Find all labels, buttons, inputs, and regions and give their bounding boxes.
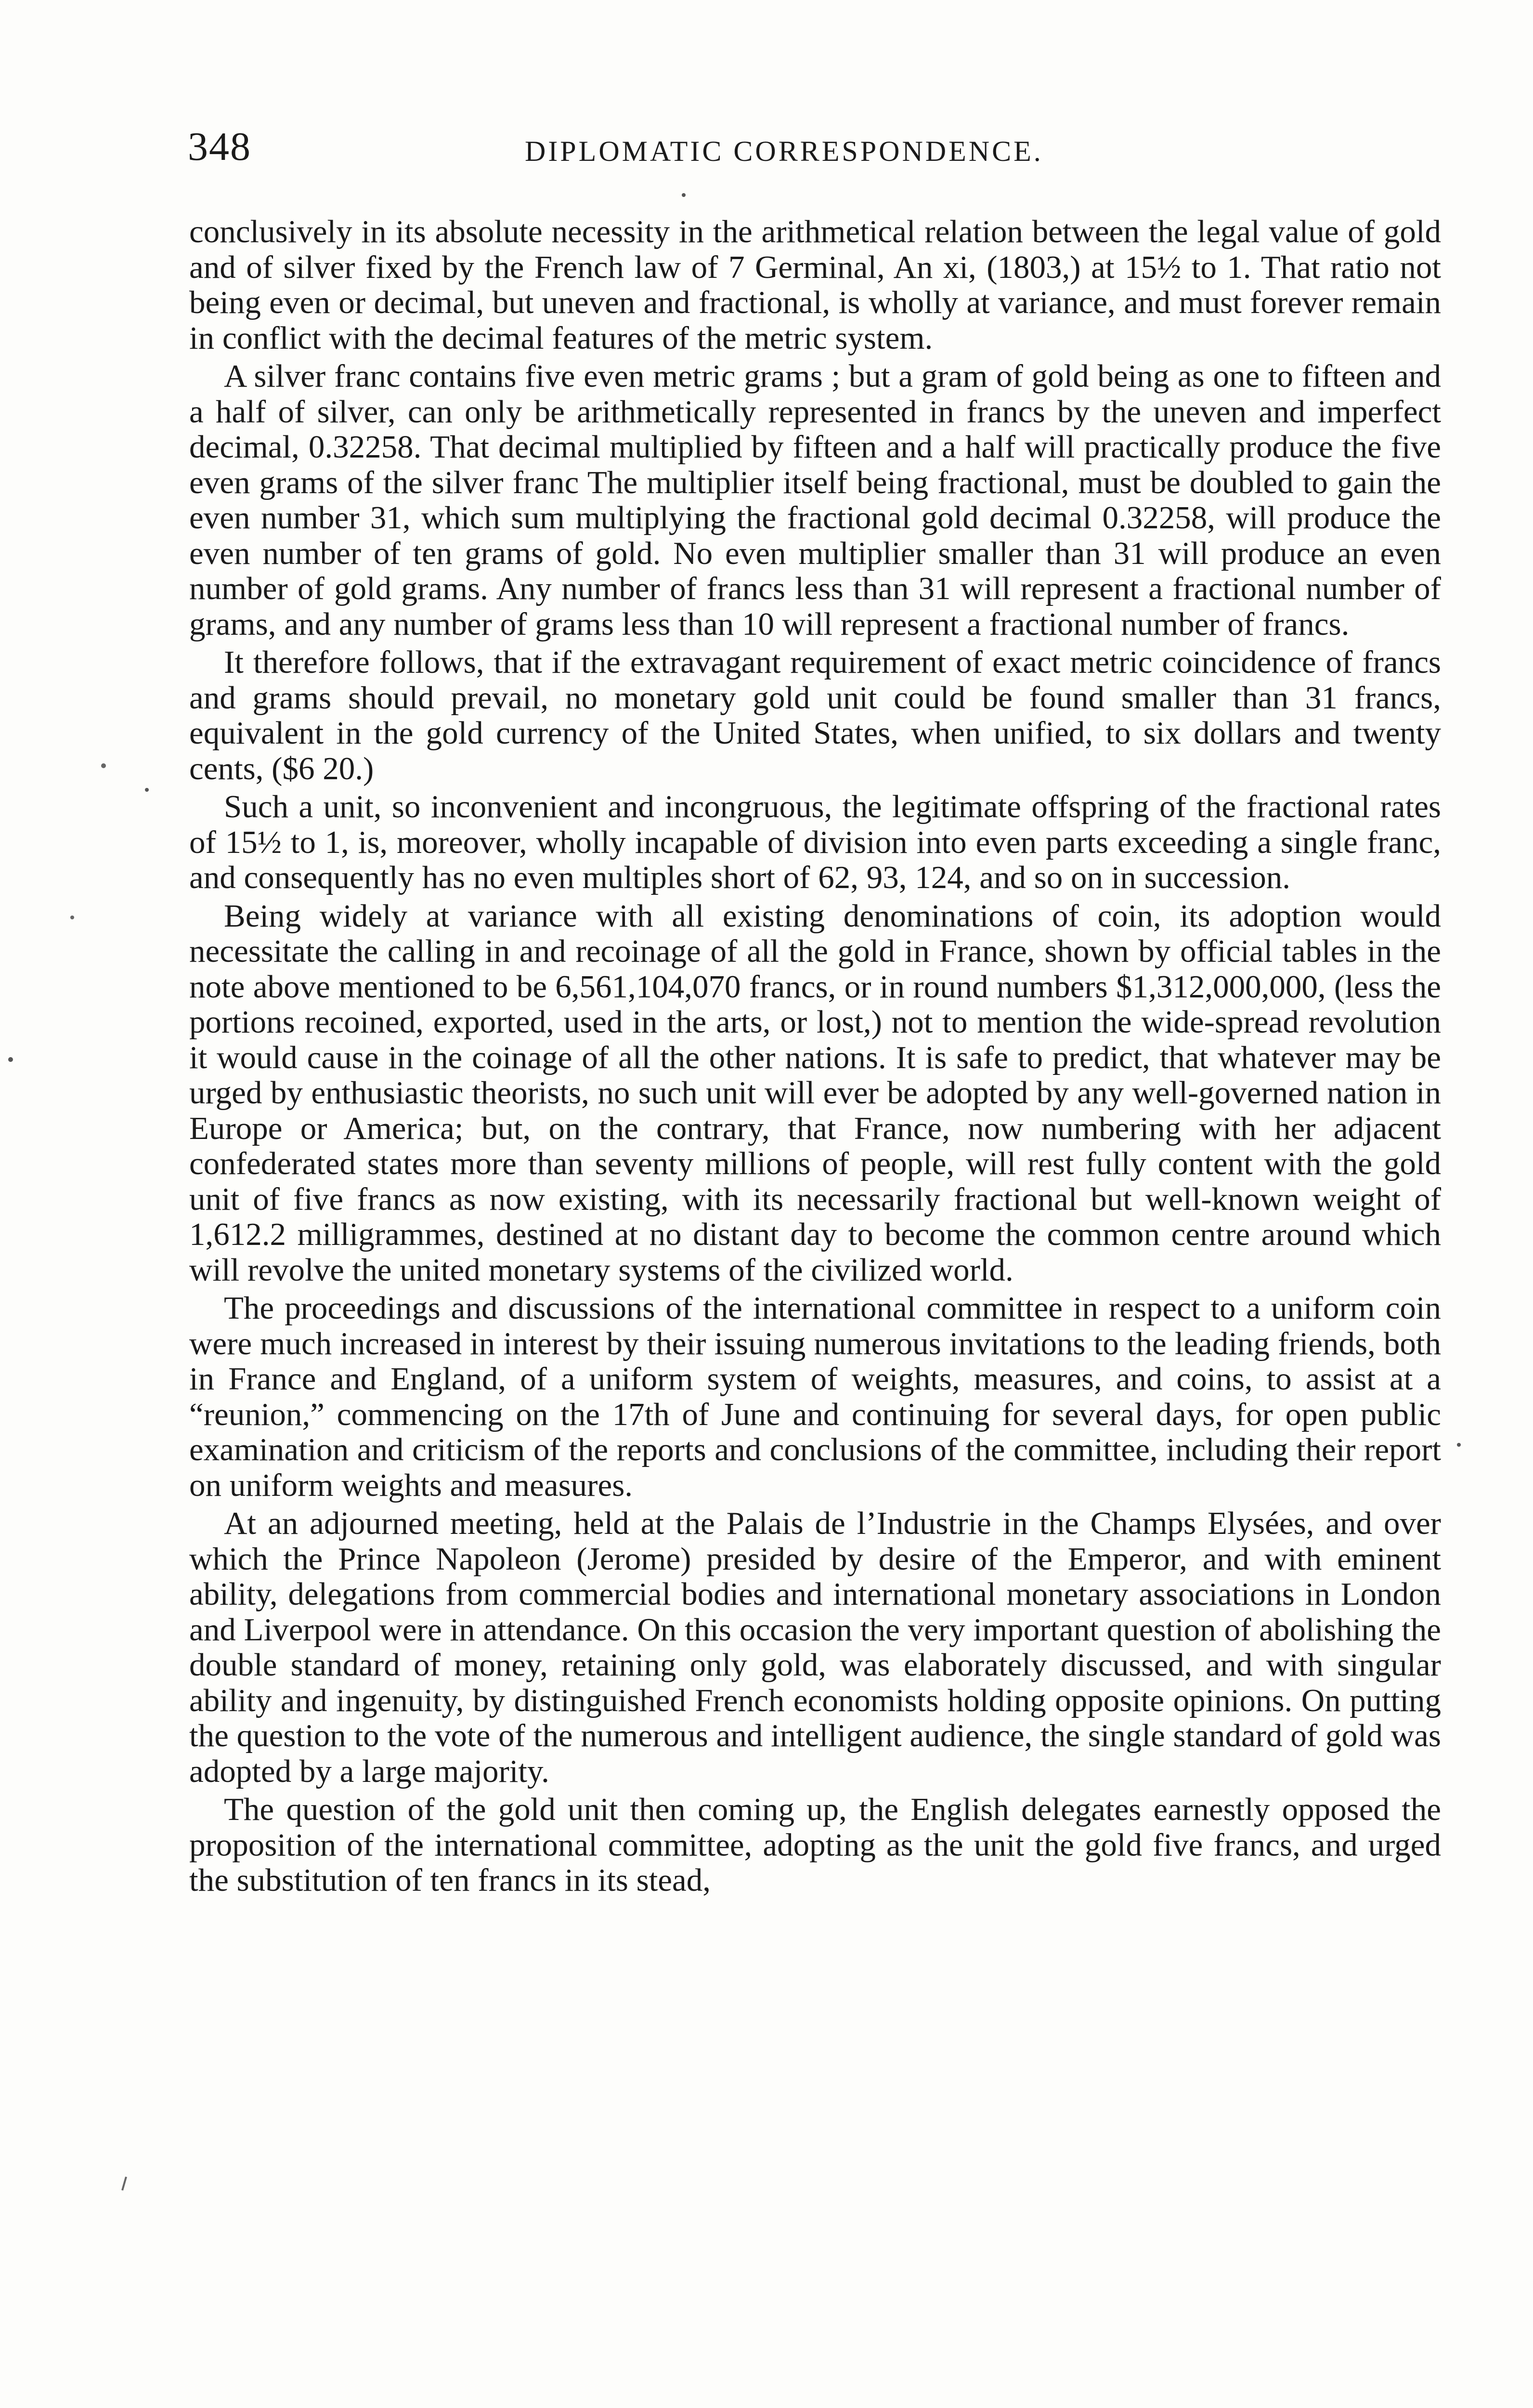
page-number: 348	[188, 124, 251, 169]
paragraph-5: Being widely at variance with all existing denominations of coin, its adoption would necessitate the calling in and recoinage of all the gold in France, shown by official tables in the note above mentioned to be 6,561,104,070 francs, or in round numbers $1,312,000,000, (less the portions recoined, exported, used in the arts, or lost,) not to mention the wide-spread revolution it would cause in the coinage of all the other nations. It is safe to predict, that whatever may be urged by enthusiastic theorists, no such unit will ever be adopted by any well-governed nation in Europe or America; but, on the contrary, that France, now numbering with her adjacent confederated states more than seventy millions of people, will rest fully content with the gold unit of five francs as now existing, with its necessarily fractional but well-known weight of 1,612.2 milligrammes, destined at no distant day to become the common centre around which will revolve the united monetary systems of the civilized world.	[189, 898, 1441, 1288]
paragraph-2: A silver franc contains five even metric grams ; but a gram of gold being as one to fifteen and a half of silver, can only be arithmetically represented in francs by the uneven and imperfect decimal, 0.32258. That decimal multiplied by fifteen and a half will practically produce the five even grams of the silver franc The multiplier itself being fractional, must be doubled to gain the even number 31, which sum multiplying the fractional gold decimal 0.32258, will produce the even number of ten grams of gold. No even multiplier smaller than 31 will produce an even number of gold grams. Any number of francs less than 31 will represent a fractional number of grams, and any number of grams less than 10 will represent a fractional number of francs.	[189, 358, 1441, 642]
paragraph-6: The proceedings and discussions of the international committee in respect to a uniform coin were much increased in interest by their issuing numerous invitations to the leading friends, both in France and England, of a uniform system of weights, measures, and coins, to assist at a “reunion,” commencing on the 17th of June and continuing for several days, for open public examination and criticism of the reports and conclusions of the committee, including their report on uniform weights and measures.	[189, 1290, 1441, 1503]
paragraph-1: conclusively in its absolute necessity in the arithmetical relation between the legal value of gold and of silver fixed by the French law of 7 Germinal, An xi, (1803,) at 15½ to 1. That ratio not being even or decimal, but uneven and fractional, is wholly at variance, and must forever remain in conflict with the decimal features of the metric system.	[189, 214, 1441, 356]
paragraph-8: The question of the gold unit then coming up, the English delegates earnestly opposed the proposition of the international committee, adopting as the unit the gold five francs, and urged the substitution of ten francs in its stead,	[189, 1792, 1441, 1898]
paragraph-7: At an adjourned meeting, held at the Palais de l’Industrie in the Champs Elysées, and over which the Prince Napoleon (Jerome) presided by desire of the Emperor, and with eminent ability, delegations from commercial bodies and international monetary associations in London and Liverpool were in attendance. On this occasion the very important question of abolishing the double standard of money, retaining only gold, was elaborately discussed, and with singular ability and ingenuity, by distinguished French economists holding opposite opinions. On putting the question to the vote of the numerous and intelligent audience, the single standard of gold was adopted by a large majority.	[189, 1505, 1441, 1789]
body-text	[189, 214, 1441, 1898]
paragraph-3: It therefore follows, that if the extravagant requirement of exact metric coincidence of francs and grams should prevail, no monetary gold unit could be found smaller than 31 francs, equivalent in the gold currency of the United States, when unified, to six dollars and twenty cents, ($6 20.)	[189, 644, 1441, 786]
running-head: DIPLOMATIC CORRESPONDENCE.	[525, 135, 1043, 167]
paragraph-4: Such a unit, so inconvenient and incongruous, the legitimate offspring of the fractional rates of 15½ to 1, is, moreover, wholly incapable of division into even parts exceeding a single franc, and consequently has no even multiples short of 62, 93, 124, and so on in succession.	[189, 789, 1441, 895]
page-header	[188, 123, 1444, 176]
